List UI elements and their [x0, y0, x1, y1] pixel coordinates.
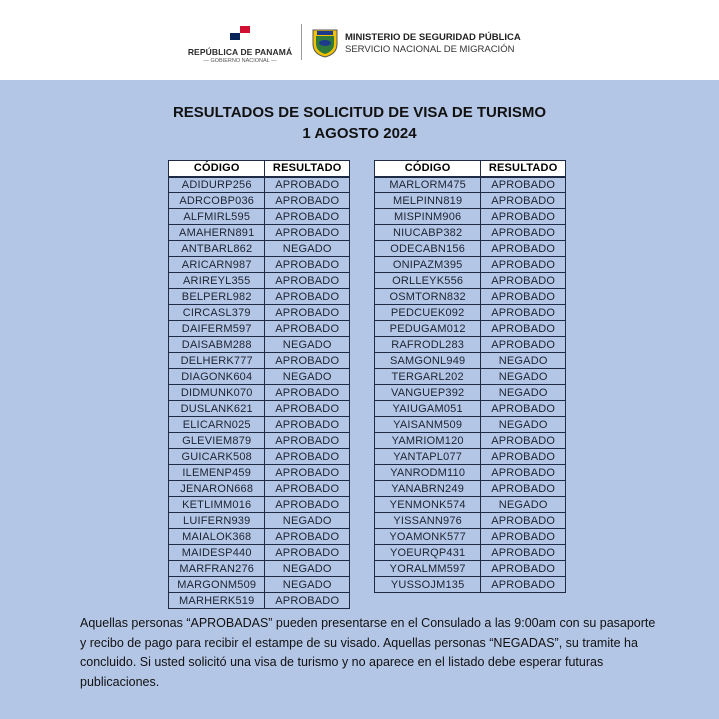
results-table-left [168, 160, 350, 609]
table-row [375, 353, 566, 369]
table-row [169, 385, 350, 401]
table-row [169, 305, 350, 321]
result-status: APROBADO [265, 209, 350, 225]
table-row [169, 257, 350, 273]
result-status: APROBADO [481, 433, 566, 449]
applicant-code: DIAGONK604 [169, 369, 265, 385]
applicant-code: ORLLEYK556 [375, 273, 481, 289]
table-row [375, 465, 566, 481]
applicant-code: ALFMIRL595 [169, 209, 265, 225]
table-header-row [375, 161, 566, 177]
table-row [169, 337, 350, 353]
result-status: APROBADO [265, 465, 350, 481]
table-row [169, 449, 350, 465]
result-status: APROBADO [481, 241, 566, 257]
applicant-code: MAIDESP440 [169, 545, 265, 561]
applicant-code: YANABRN249 [375, 481, 481, 497]
result-status: NEGADO [265, 369, 350, 385]
applicant-code: MELPINN819 [375, 193, 481, 209]
applicant-code: YUSSOJM135 [375, 577, 481, 593]
result-status: NEGADO [481, 497, 566, 513]
result-status: APROBADO [481, 273, 566, 289]
table-row [169, 513, 350, 529]
panama-flag-icon [230, 26, 250, 40]
result-status: APROBADO [481, 337, 566, 353]
applicant-code: MARLORM475 [375, 177, 481, 193]
table-row [169, 241, 350, 257]
applicant-code: MARGONM509 [169, 577, 265, 593]
table-row [375, 545, 566, 561]
result-status: APROBADO [481, 465, 566, 481]
government-subtitle: — GOBIERNO NACIONAL — [203, 58, 277, 64]
result-status: APROBADO [265, 593, 350, 609]
table-row [375, 321, 566, 337]
applicant-code: OSMTORN832 [375, 289, 481, 305]
result-status: APROBADO [481, 193, 566, 209]
applicant-code: PEDCUEK092 [375, 305, 481, 321]
applicant-code: BELPERL982 [169, 289, 265, 305]
applicant-code: MARHERK519 [169, 593, 265, 609]
table-row [375, 433, 566, 449]
applicant-code: YENMONK574 [375, 497, 481, 513]
applicant-code: MAIALOK368 [169, 529, 265, 545]
applicant-code: ADRCOBP036 [169, 193, 265, 209]
result-status: NEGADO [265, 577, 350, 593]
migration-shield-icon [312, 28, 338, 58]
table-row [375, 273, 566, 289]
result-status: APROBADO [265, 545, 350, 561]
table-row [375, 529, 566, 545]
results-table-right [374, 160, 566, 593]
table-row [169, 273, 350, 289]
applicant-code: MARFRAN276 [169, 561, 265, 577]
result-status: APROBADO [265, 177, 350, 193]
applicant-code: DIDMUNK070 [169, 385, 265, 401]
table-row [375, 289, 566, 305]
table-row [169, 177, 350, 193]
result-status: APROBADO [265, 433, 350, 449]
result-status: APROBADO [481, 321, 566, 337]
table-row [375, 209, 566, 225]
result-status: APROBADO [481, 449, 566, 465]
applicant-code: MISPINM906 [375, 209, 481, 225]
applicant-code: RAFRODL283 [375, 337, 481, 353]
table-row [169, 321, 350, 337]
government-title: REPÚBLICA DE PANAMÁ [187, 47, 293, 57]
result-status: APROBADO [265, 289, 350, 305]
table-row [169, 433, 350, 449]
applicant-code: LUIFERN939 [169, 513, 265, 529]
table-row [169, 593, 350, 609]
header-divider [301, 24, 302, 60]
column-header-result: RESULTADO [481, 161, 566, 177]
table-row [375, 177, 566, 193]
page-date: 1 AGOSTO 2024 [302, 125, 417, 142]
applicant-code: ARIREYL355 [169, 273, 265, 289]
applicant-code: YOEURQP431 [375, 545, 481, 561]
applicant-code: DUSLANK621 [169, 401, 265, 417]
table-row [169, 417, 350, 433]
result-status: APROBADO [481, 289, 566, 305]
table-row [375, 417, 566, 433]
applicant-code: GUICARK508 [169, 449, 265, 465]
ministry-text [345, 32, 521, 55]
result-status: APROBADO [481, 513, 566, 529]
table-row [375, 401, 566, 417]
table-row [375, 241, 566, 257]
table-row [169, 353, 350, 369]
column-header-code: CÓDIGO [169, 161, 265, 177]
table-row [169, 481, 350, 497]
table-row [375, 481, 566, 497]
table-row [169, 545, 350, 561]
result-status: APROBADO [481, 529, 566, 545]
result-status: APROBADO [265, 273, 350, 289]
result-status: APROBADO [481, 257, 566, 273]
result-status: APROBADO [265, 385, 350, 401]
result-status: APROBADO [481, 209, 566, 225]
applicant-code: ELICARN025 [169, 417, 265, 433]
table-row [169, 193, 350, 209]
page-title: RESULTADOS DE SOLICITUD DE VISA DE TURISMO [172, 104, 547, 121]
applicant-code: DELHERK777 [169, 353, 265, 369]
service-name: SERVICIO NACIONAL DE MIGRACIÓN [345, 44, 515, 55]
result-status: APROBADO [265, 225, 350, 241]
applicant-code: DAISABM288 [169, 337, 265, 353]
applicant-code: VANGUEP392 [375, 385, 481, 401]
table-row [375, 305, 566, 321]
table-row [169, 289, 350, 305]
table-row [375, 449, 566, 465]
table-row [375, 369, 566, 385]
ministry-name: MINISTERIO DE SEGURIDAD PÚBLICA [345, 32, 521, 43]
applicant-code: ARICARN987 [169, 257, 265, 273]
result-status: APROBADO [265, 321, 350, 337]
result-status: APROBADO [265, 417, 350, 433]
applicant-code: TERGARL202 [375, 369, 481, 385]
applicant-code: YAMRIOM120 [375, 433, 481, 449]
result-status: NEGADO [265, 241, 350, 257]
result-status: APROBADO [265, 257, 350, 273]
applicant-code: ONIPAZM395 [375, 257, 481, 273]
table-row [375, 337, 566, 353]
table-row [169, 401, 350, 417]
applicant-code: YAIUGAM051 [375, 401, 481, 417]
result-status: NEGADO [265, 561, 350, 577]
applicant-code: JENARON668 [169, 481, 265, 497]
page-header [0, 0, 719, 80]
table-row [375, 561, 566, 577]
result-status: NEGADO [481, 353, 566, 369]
result-status: APROBADO [265, 401, 350, 417]
table-row [169, 529, 350, 545]
applicant-code: YANTAPL077 [375, 449, 481, 465]
column-header-code: CÓDIGO [375, 161, 481, 177]
table-row [169, 225, 350, 241]
table-row [169, 577, 350, 593]
result-status: APROBADO [481, 401, 566, 417]
result-status: APROBADO [481, 305, 566, 321]
applicant-code: YORALMM597 [375, 561, 481, 577]
result-status: NEGADO [265, 337, 350, 353]
result-status: APROBADO [265, 305, 350, 321]
applicant-code: AMAHERN891 [169, 225, 265, 241]
table-row [375, 225, 566, 241]
result-status: APROBADO [265, 353, 350, 369]
result-status: APROBADO [265, 529, 350, 545]
result-status: APROBADO [481, 545, 566, 561]
result-status: APROBADO [481, 561, 566, 577]
instructions-note: Aquellas personas “APROBADAS” pueden presentarse en el Consulado a las 9:00am con su pasaporte y recibo de pago para recibir el estampe de su visado. Aquellas personas “NEGADAS”, su tramite ha concluido. Si usted solicitó una visa de turismo y no aparece en el listado debe esperar futuras publicaciones. [80, 616, 656, 689]
table-row [169, 465, 350, 481]
applicant-code: YANRODM110 [375, 465, 481, 481]
applicant-code: CIRCASL379 [169, 305, 265, 321]
applicant-code: GLEVIEM879 [169, 433, 265, 449]
applicant-code: SAMGONL949 [375, 353, 481, 369]
table-row [375, 577, 566, 593]
result-status: APROBADO [481, 577, 566, 593]
applicant-code: ILEMENP459 [169, 465, 265, 481]
result-status: APROBADO [265, 481, 350, 497]
applicant-code: KETLIMM016 [169, 497, 265, 513]
result-status: APROBADO [265, 497, 350, 513]
applicant-code: ODECABN156 [375, 241, 481, 257]
applicant-code: YOAMONK577 [375, 529, 481, 545]
result-status: APROBADO [265, 193, 350, 209]
table-header-row [169, 161, 350, 177]
applicant-code: YISSANN976 [375, 513, 481, 529]
table-row [169, 209, 350, 225]
table-row [375, 257, 566, 273]
applicant-code: PEDUGAM012 [375, 321, 481, 337]
result-status: NEGADO [265, 513, 350, 529]
result-status: APROBADO [481, 225, 566, 241]
table-row [169, 369, 350, 385]
applicant-code: YAISANM509 [375, 417, 481, 433]
applicant-code: ADIDURP256 [169, 177, 265, 193]
applicant-code: DAIFERM597 [169, 321, 265, 337]
result-status: APROBADO [481, 177, 566, 193]
government-logo [186, 26, 294, 64]
result-status: NEGADO [481, 417, 566, 433]
result-status: NEGADO [481, 369, 566, 385]
table-row [375, 497, 566, 513]
result-status: APROBADO [481, 481, 566, 497]
result-status: APROBADO [265, 449, 350, 465]
result-status: NEGADO [481, 385, 566, 401]
column-header-result: RESULTADO [265, 161, 350, 177]
table-row [375, 513, 566, 529]
applicant-code: ANTBARL862 [169, 241, 265, 257]
table-row [169, 561, 350, 577]
table-row [169, 497, 350, 513]
table-row [375, 193, 566, 209]
table-row [375, 385, 566, 401]
applicant-code: NIUCABP382 [375, 225, 481, 241]
